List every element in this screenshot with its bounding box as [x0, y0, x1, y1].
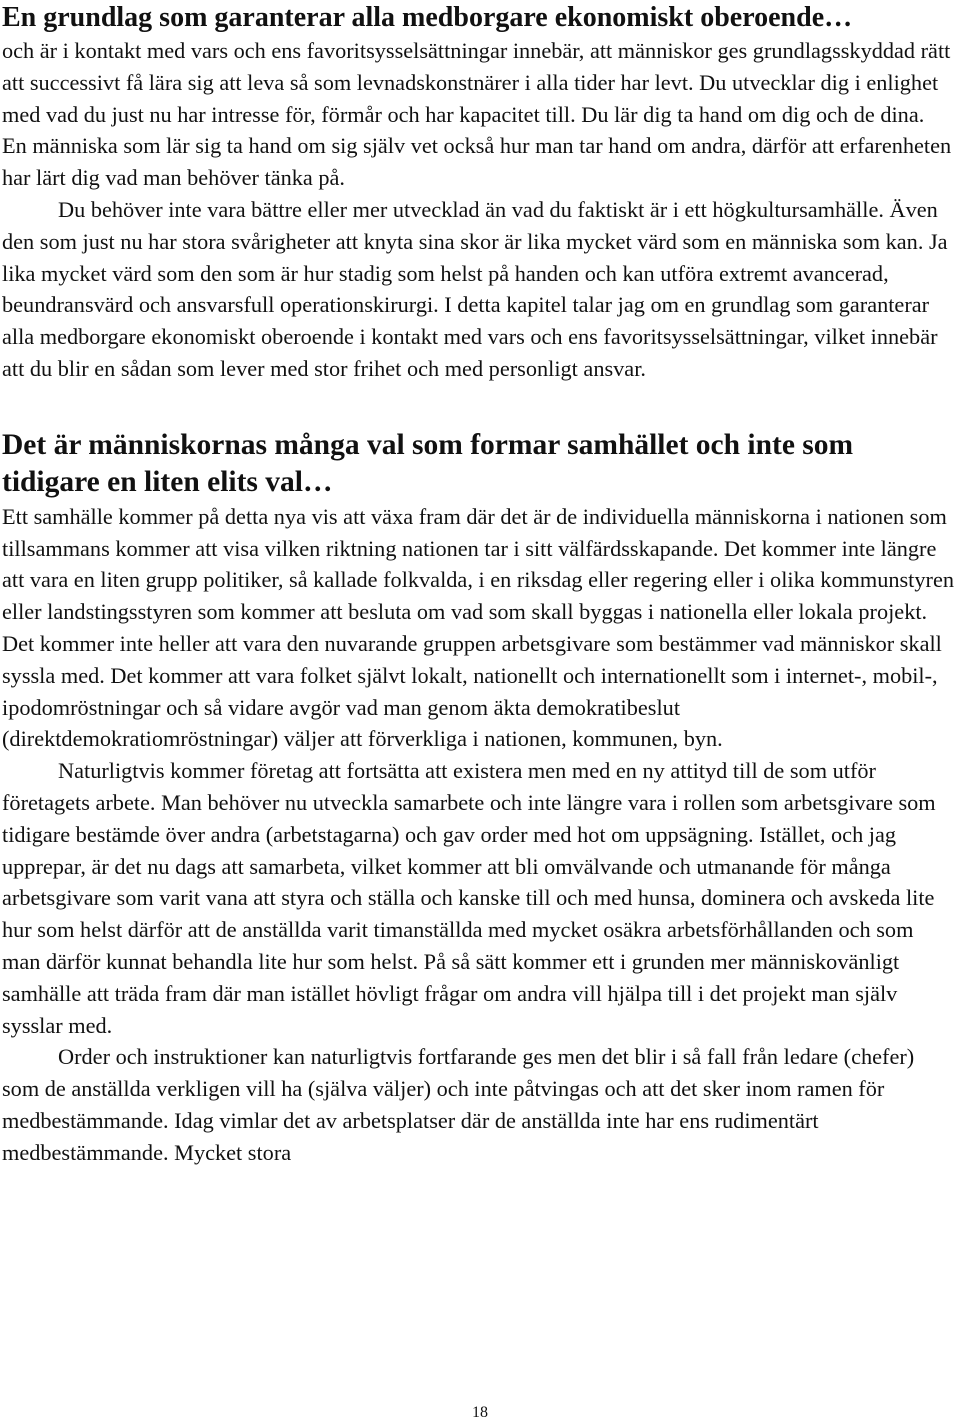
section-heading-1: En grundlag som garanterar alla medborgare ekonomiskt oberoende… [2, 2, 853, 33]
paragraph-1-1: och är i kontakt med vars och ens favoritsysselsättningar innebär, att människor ges grundlagsskyddad rätt att successivt få lära sig att leva så som levnadskonstnärer i alla tider har levt. Du utvecklar dig i enlighet med vad du just nu har intresse för, förmår och har kapacitet till. Du lär dig ta hand om dig och de dina. En människa som lär sig ta hand om sig själv vet också hur man tar hand om andra, därför att erfarenheten har lärt dig vad man behöver tänka på. [2, 38, 952, 191]
paragraph-2-2: Naturligtvis kommer företag att fortsätta att existera men med en ny attityd till de som utför företagets arbete. Man behöver nu utveckla samarbete och inte längre vara i rollen som arbetsgivare som tidigare bestämde över andra (arbetstagarna) och gav order med hot om uppsägning. Istället, och jag upprepar, är det nu dags att samarbeta, vilket kommer att bli omvälvande och utmanande för många arbetsgivare som varit vana att styra och ställa och kanske till och med hunsa, dominera och avskeda lite hur som helst därför att de anställda varit timanställda med mycket osäkra arbetsförhållanden och som man därför kunnat behandla lite hur som helst. På så sätt kommer ett i grunden mer människovänligt samhälle att träda fram där man istället hövligt frågar om andra vill hjälpa till i det projekt man själv sysslar med. [2, 758, 936, 1038]
paragraph-2-3: Order och instruktioner kan naturligtvis fortfarande ges men det blir i så fall från ledare (chefer) som de anställda verkligen vill ha (själva väljer) och inte påtvingas och att det sker inom ramen för medbestämmande. Idag vimlar det av arbetsplatser där de anställda inte har ens rudimentärt medbestämmande. Mycket stora [2, 1044, 915, 1165]
paragraph-1-2: Du behöver inte vara bättre eller mer utvecklad än vad du faktiskt är i ett högkultursamhälle. Även den som just nu har stora svårigheter att knyta sina skor är lika mycket värd som en människa som kan. Ja lika mycket värd som den som är hur stadig som helst på handen och kan utföra extremt avancerad, beundransvärd och ansvarsfull operationskirurgi. I detta kapitel talar jag om en grundlag som garanterar alla medborgare ekonomiskt oberoende i kontakt med vars och ens favoritsysselsättningar, vilket innebär att du blir en sådan som lever med stor frihet och med personligt ansvar. [2, 196, 948, 381]
paragraph-2-1: Ett samhälle kommer på detta nya vis att växa fram där det är de individuella människorna i nationen som tillsammans kommer att visa vilken riktning nationen tar i sitt välfärdsskapande. Det kommer inte längre att vara en liten grupp politiker, så kallade folkvalda, i en riksdag eller regering eller i olika kommunstyren eller landstingsstyren som kommer att besluta om vad som skall byggas i nationella eller lokala projekt. Det kommer inte heller att vara den nuvarande gruppen arbetsgivare som bestämmer vad människor skall syssla med. Det kommer att vara folket självt lokalt, nationellt och internationellt som i internet-, mobil-, ipodomröstningar och så vidare avgör vad man genom äkta demokratibeslut (direktdemokratiomröstningar) väljer att förverkliga i nationen, kommunen, byn. [2, 503, 954, 752]
document-page [2, 0, 954, 1169]
section-heading-2: Det är människornas många val som formar samhället och inte som tidigare en liten elits val… [2, 428, 854, 498]
page-number: 18 [472, 1404, 488, 1421]
